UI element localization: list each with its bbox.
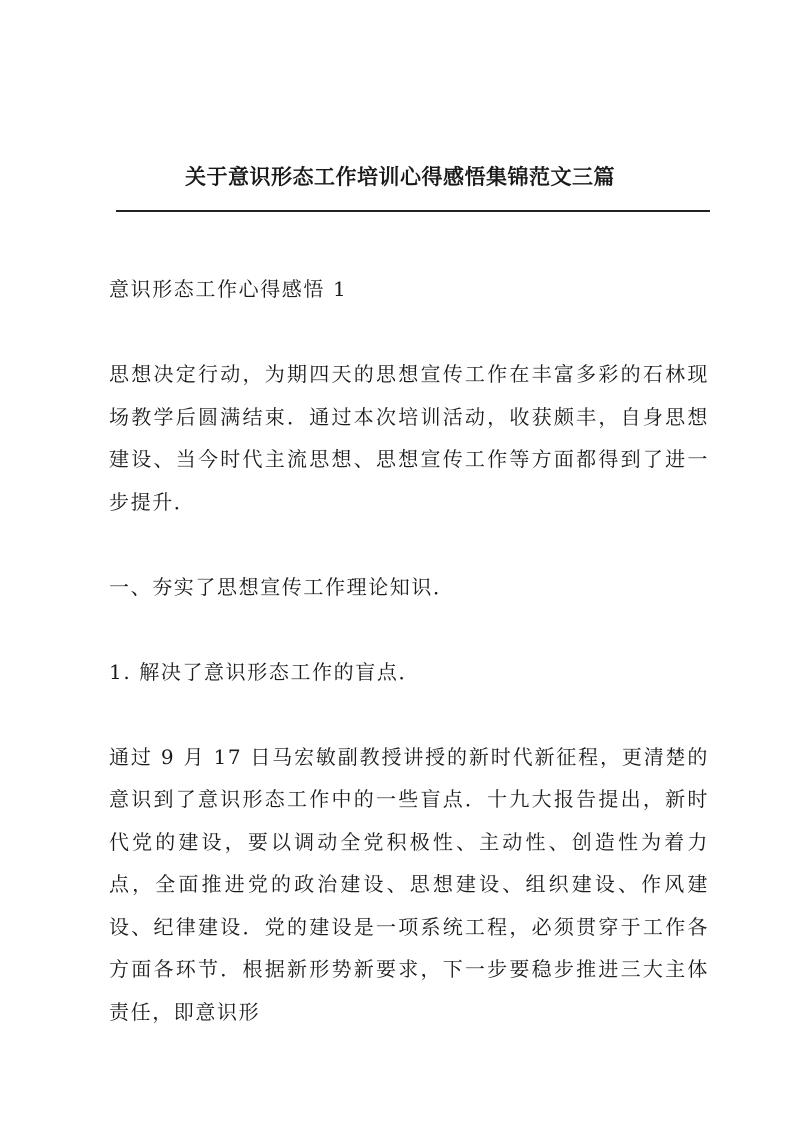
document-body: [109, 268, 709, 1033]
section-heading-1: 一、夯实了思想宣传工作理论知识．: [109, 574, 455, 599]
intro-paragraph: 思想决定行动，为期四天的思想宣传工作在丰富多彩的石林现场教学后圆满结束．通过本次培训活动，收获颇丰，自身思想建设、当今时代主流思想、思想宣传工作等方面都得到了进一步提升．: [109, 362, 709, 514]
title-underline: [116, 210, 710, 212]
subsection-heading-1-1: 1. 解决了意识形态工作的盲点．: [109, 659, 421, 684]
document-title: 关于意识形态工作培训心得感悟集锦范文三篇: [185, 164, 615, 189]
section-heading-essay-1: 意识形态工作心得感悟 1: [109, 277, 348, 301]
body-paragraph: 通过 9 月 17 日马宏敏副教授讲授的新时代新征程，更清楚的意识到了意识形态工作中的一些盲点．十九大报告提出，新时代党的建设，要以调动全党积极性、主动性、创造性为着力点，全面推进党的政治建设、思想建设、组织建设、作风建设、纪律建设．党的建设是一项系统工程，必须贯穿于工作各方面各环节．根据新形势新要求，下一步要稳步推进三大主体责任，即意识形: [109, 744, 709, 1024]
